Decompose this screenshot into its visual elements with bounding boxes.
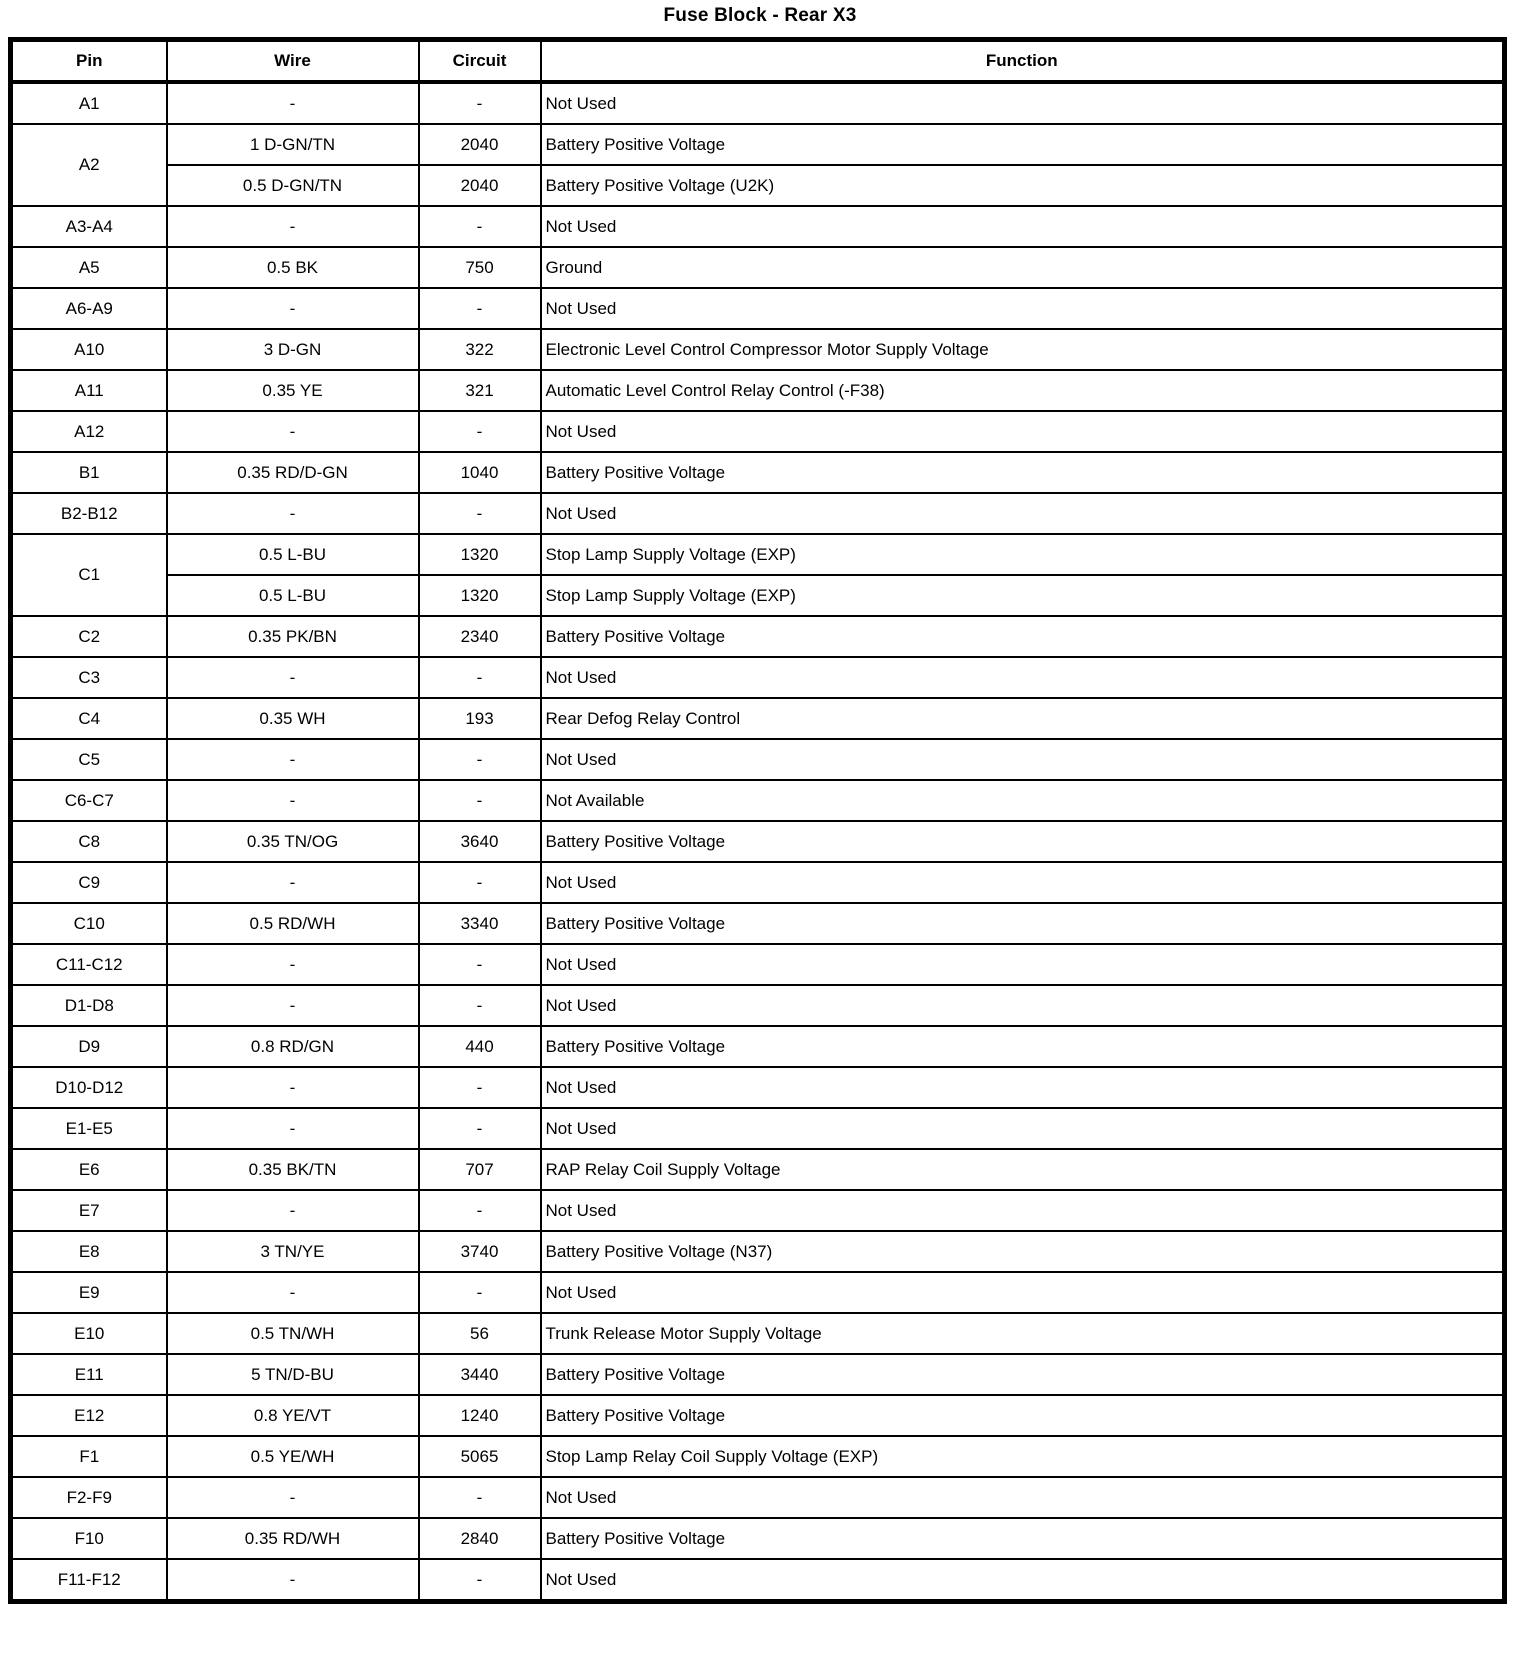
pin-cell: A2 <box>11 124 167 206</box>
circuit-cell: 2340 <box>419 616 541 657</box>
pin-cell: C8 <box>11 821 167 862</box>
pin-cell: C2 <box>11 616 167 657</box>
table-row <box>11 1518 1505 1559</box>
table-row <box>11 370 1505 411</box>
wire-cell: 0.35 WH <box>167 698 419 739</box>
wire-cell: - <box>167 1477 419 1518</box>
function-cell: Battery Positive Voltage <box>541 903 1505 944</box>
function-cell: Not Used <box>541 1559 1505 1602</box>
circuit-cell: 1320 <box>419 534 541 575</box>
wire-cell: 1 D-GN/TN <box>167 124 419 165</box>
wire-cell: - <box>167 288 419 329</box>
pin-cell: C6-C7 <box>11 780 167 821</box>
table-row <box>11 1477 1505 1518</box>
wire-cell: 0.35 PK/BN <box>167 616 419 657</box>
wire-cell: - <box>167 1108 419 1149</box>
wire-cell: - <box>167 1190 419 1231</box>
table-row <box>11 206 1505 247</box>
fuse-table-body <box>11 82 1505 1602</box>
pin-cell: E7 <box>11 1190 167 1231</box>
table-row <box>11 862 1505 903</box>
circuit-cell: - <box>419 1272 541 1313</box>
table-row <box>11 452 1505 493</box>
table-row <box>11 1272 1505 1313</box>
wire-cell: - <box>167 944 419 985</box>
circuit-cell: 707 <box>419 1149 541 1190</box>
wire-cell: 0.5 D-GN/TN <box>167 165 419 206</box>
circuit-cell: 2040 <box>419 165 541 206</box>
function-cell: Battery Positive Voltage <box>541 1518 1505 1559</box>
function-cell: Not Used <box>541 862 1505 903</box>
pin-cell: A6-A9 <box>11 288 167 329</box>
pin-cell: C3 <box>11 657 167 698</box>
pin-cell: C4 <box>11 698 167 739</box>
pin-cell: A10 <box>11 329 167 370</box>
wire-cell: 0.8 YE/VT <box>167 1395 419 1436</box>
table-row <box>11 1149 1505 1190</box>
function-cell: Battery Positive Voltage <box>541 821 1505 862</box>
circuit-cell: 1240 <box>419 1395 541 1436</box>
pin-cell: E11 <box>11 1354 167 1395</box>
function-cell: Battery Positive Voltage <box>541 616 1505 657</box>
wire-cell: 0.35 RD/D-GN <box>167 452 419 493</box>
circuit-cell: - <box>419 944 541 985</box>
header-row <box>11 40 1505 83</box>
wire-cell: 3 TN/YE <box>167 1231 419 1272</box>
wire-cell: 0.5 L-BU <box>167 575 419 616</box>
function-cell: Not Used <box>541 657 1505 698</box>
table-row <box>11 575 1505 616</box>
function-cell: Stop Lamp Relay Coil Supply Voltage (EXP) <box>541 1436 1505 1477</box>
fuse-block-table <box>8 37 1507 1604</box>
function-cell: Automatic Level Control Relay Control (-F38) <box>541 370 1505 411</box>
table-row <box>11 329 1505 370</box>
table-row <box>11 698 1505 739</box>
table-row <box>11 1559 1505 1602</box>
pin-cell: F1 <box>11 1436 167 1477</box>
pin-cell: D9 <box>11 1026 167 1067</box>
function-cell: Not Used <box>541 739 1505 780</box>
table-row <box>11 1231 1505 1272</box>
function-cell: Not Used <box>541 1190 1505 1231</box>
table-row <box>11 739 1505 780</box>
circuit-cell: - <box>419 206 541 247</box>
circuit-cell: - <box>419 493 541 534</box>
circuit-cell: - <box>419 1067 541 1108</box>
wire-cell: - <box>167 206 419 247</box>
pin-cell: C10 <box>11 903 167 944</box>
table-header <box>11 40 1505 83</box>
wire-cell: 0.35 YE <box>167 370 419 411</box>
function-cell: Ground <box>541 247 1505 288</box>
table-row <box>11 165 1505 206</box>
function-cell: RAP Relay Coil Supply Voltage <box>541 1149 1505 1190</box>
function-cell: Not Available <box>541 780 1505 821</box>
function-cell: Not Used <box>541 1477 1505 1518</box>
function-cell: Not Used <box>541 985 1505 1026</box>
pin-cell: A5 <box>11 247 167 288</box>
circuit-cell: 56 <box>419 1313 541 1354</box>
function-cell: Not Used <box>541 944 1505 985</box>
function-cell: Battery Positive Voltage <box>541 1354 1505 1395</box>
function-cell: Not Used <box>541 1108 1505 1149</box>
circuit-cell: 3340 <box>419 903 541 944</box>
wire-cell: - <box>167 1272 419 1313</box>
wire-cell: - <box>167 780 419 821</box>
wire-cell: 0.35 TN/OG <box>167 821 419 862</box>
pin-cell: C5 <box>11 739 167 780</box>
pin-cell: F11-F12 <box>11 1559 167 1602</box>
circuit-cell: 3440 <box>419 1354 541 1395</box>
wire-cell: 0.5 TN/WH <box>167 1313 419 1354</box>
wire-cell: 0.35 BK/TN <box>167 1149 419 1190</box>
pin-cell: C1 <box>11 534 167 616</box>
wire-cell: - <box>167 862 419 903</box>
table-row <box>11 1313 1505 1354</box>
function-cell: Trunk Release Motor Supply Voltage <box>541 1313 1505 1354</box>
wire-cell: 5 TN/D-BU <box>167 1354 419 1395</box>
circuit-cell: - <box>419 739 541 780</box>
column-header-pin: Pin <box>11 40 167 83</box>
function-cell: Battery Positive Voltage (N37) <box>541 1231 1505 1272</box>
pin-cell: F2-F9 <box>11 1477 167 1518</box>
circuit-cell: - <box>419 1190 541 1231</box>
function-cell: Not Used <box>541 1067 1505 1108</box>
table-row <box>11 1354 1505 1395</box>
circuit-cell: - <box>419 985 541 1026</box>
function-cell: Not Used <box>541 1272 1505 1313</box>
table-row <box>11 616 1505 657</box>
table-row <box>11 821 1505 862</box>
pin-cell: E9 <box>11 1272 167 1313</box>
function-cell: Electronic Level Control Compressor Motor Supply Voltage <box>541 329 1505 370</box>
circuit-cell: 3740 <box>419 1231 541 1272</box>
table-row <box>11 1067 1505 1108</box>
table-row <box>11 944 1505 985</box>
function-cell: Battery Positive Voltage (U2K) <box>541 165 1505 206</box>
function-cell: Not Used <box>541 206 1505 247</box>
wire-cell: - <box>167 985 419 1026</box>
pin-cell: D10-D12 <box>11 1067 167 1108</box>
circuit-cell: 321 <box>419 370 541 411</box>
wire-cell: - <box>167 657 419 698</box>
circuit-cell: - <box>419 82 541 124</box>
pin-cell: A11 <box>11 370 167 411</box>
table-row <box>11 1190 1505 1231</box>
function-cell: Rear Defog Relay Control <box>541 698 1505 739</box>
wire-cell: - <box>167 739 419 780</box>
wire-cell: 0.5 L-BU <box>167 534 419 575</box>
circuit-cell: - <box>419 1108 541 1149</box>
function-cell: Stop Lamp Supply Voltage (EXP) <box>541 575 1505 616</box>
table-row <box>11 124 1505 165</box>
pin-cell: E8 <box>11 1231 167 1272</box>
circuit-cell: - <box>419 862 541 903</box>
wire-cell: 0.5 YE/WH <box>167 1436 419 1477</box>
wire-cell: 0.5 RD/WH <box>167 903 419 944</box>
function-cell: Not Used <box>541 288 1505 329</box>
table-row <box>11 288 1505 329</box>
table-row <box>11 411 1505 452</box>
circuit-cell: - <box>419 780 541 821</box>
function-cell: Stop Lamp Supply Voltage (EXP) <box>541 534 1505 575</box>
table-row <box>11 82 1505 124</box>
pin-cell: E12 <box>11 1395 167 1436</box>
column-header-circuit: Circuit <box>419 40 541 83</box>
table-row <box>11 247 1505 288</box>
circuit-cell: 3640 <box>419 821 541 862</box>
wire-cell: 0.35 RD/WH <box>167 1518 419 1559</box>
wire-cell: 0.8 RD/GN <box>167 1026 419 1067</box>
pin-cell: E6 <box>11 1149 167 1190</box>
function-cell: Not Used <box>541 82 1505 124</box>
pin-cell: C9 <box>11 862 167 903</box>
function-cell: Battery Positive Voltage <box>541 452 1505 493</box>
pin-cell: A3-A4 <box>11 206 167 247</box>
circuit-cell: - <box>419 288 541 329</box>
page-title: Fuse Block - Rear X3 <box>663 5 857 26</box>
circuit-cell: 5065 <box>419 1436 541 1477</box>
table-row <box>11 780 1505 821</box>
pin-cell: B1 <box>11 452 167 493</box>
wire-cell: 3 D-GN <box>167 329 419 370</box>
pin-cell: A1 <box>11 82 167 124</box>
circuit-cell: 440 <box>419 1026 541 1067</box>
circuit-cell: 750 <box>419 247 541 288</box>
pin-cell: C11-C12 <box>11 944 167 985</box>
function-cell: Battery Positive Voltage <box>541 1026 1505 1067</box>
wire-cell: - <box>167 493 419 534</box>
table-row <box>11 1026 1505 1067</box>
function-cell: Not Used <box>541 411 1505 452</box>
pin-cell: E10 <box>11 1313 167 1354</box>
pin-cell: D1-D8 <box>11 985 167 1026</box>
circuit-cell: 1040 <box>419 452 541 493</box>
table-row <box>11 1108 1505 1149</box>
table-row <box>11 903 1505 944</box>
pin-cell: B2-B12 <box>11 493 167 534</box>
circuit-cell: 2040 <box>419 124 541 165</box>
pin-cell: E1-E5 <box>11 1108 167 1149</box>
column-header-wire: Wire <box>167 40 419 83</box>
circuit-cell: 2840 <box>419 1518 541 1559</box>
circuit-cell: 322 <box>419 329 541 370</box>
function-cell: Battery Positive Voltage <box>541 124 1505 165</box>
circuit-cell: - <box>419 657 541 698</box>
wire-cell: 0.5 BK <box>167 247 419 288</box>
table-row <box>11 493 1505 534</box>
wire-cell: - <box>167 411 419 452</box>
circuit-cell: - <box>419 411 541 452</box>
function-cell: Not Used <box>541 493 1505 534</box>
circuit-cell: - <box>419 1559 541 1602</box>
table-row <box>11 1436 1505 1477</box>
table-row <box>11 985 1505 1026</box>
function-cell: Battery Positive Voltage <box>541 1395 1505 1436</box>
pin-cell: F10 <box>11 1518 167 1559</box>
circuit-cell: 193 <box>419 698 541 739</box>
wire-cell: - <box>167 1067 419 1108</box>
wire-cell: - <box>167 82 419 124</box>
table-row <box>11 534 1505 575</box>
table-row <box>11 1395 1505 1436</box>
pin-cell: A12 <box>11 411 167 452</box>
circuit-cell: - <box>419 1477 541 1518</box>
wire-cell: - <box>167 1559 419 1602</box>
circuit-cell: 1320 <box>419 575 541 616</box>
table-row <box>11 657 1505 698</box>
column-header-function: Function <box>541 40 1505 83</box>
